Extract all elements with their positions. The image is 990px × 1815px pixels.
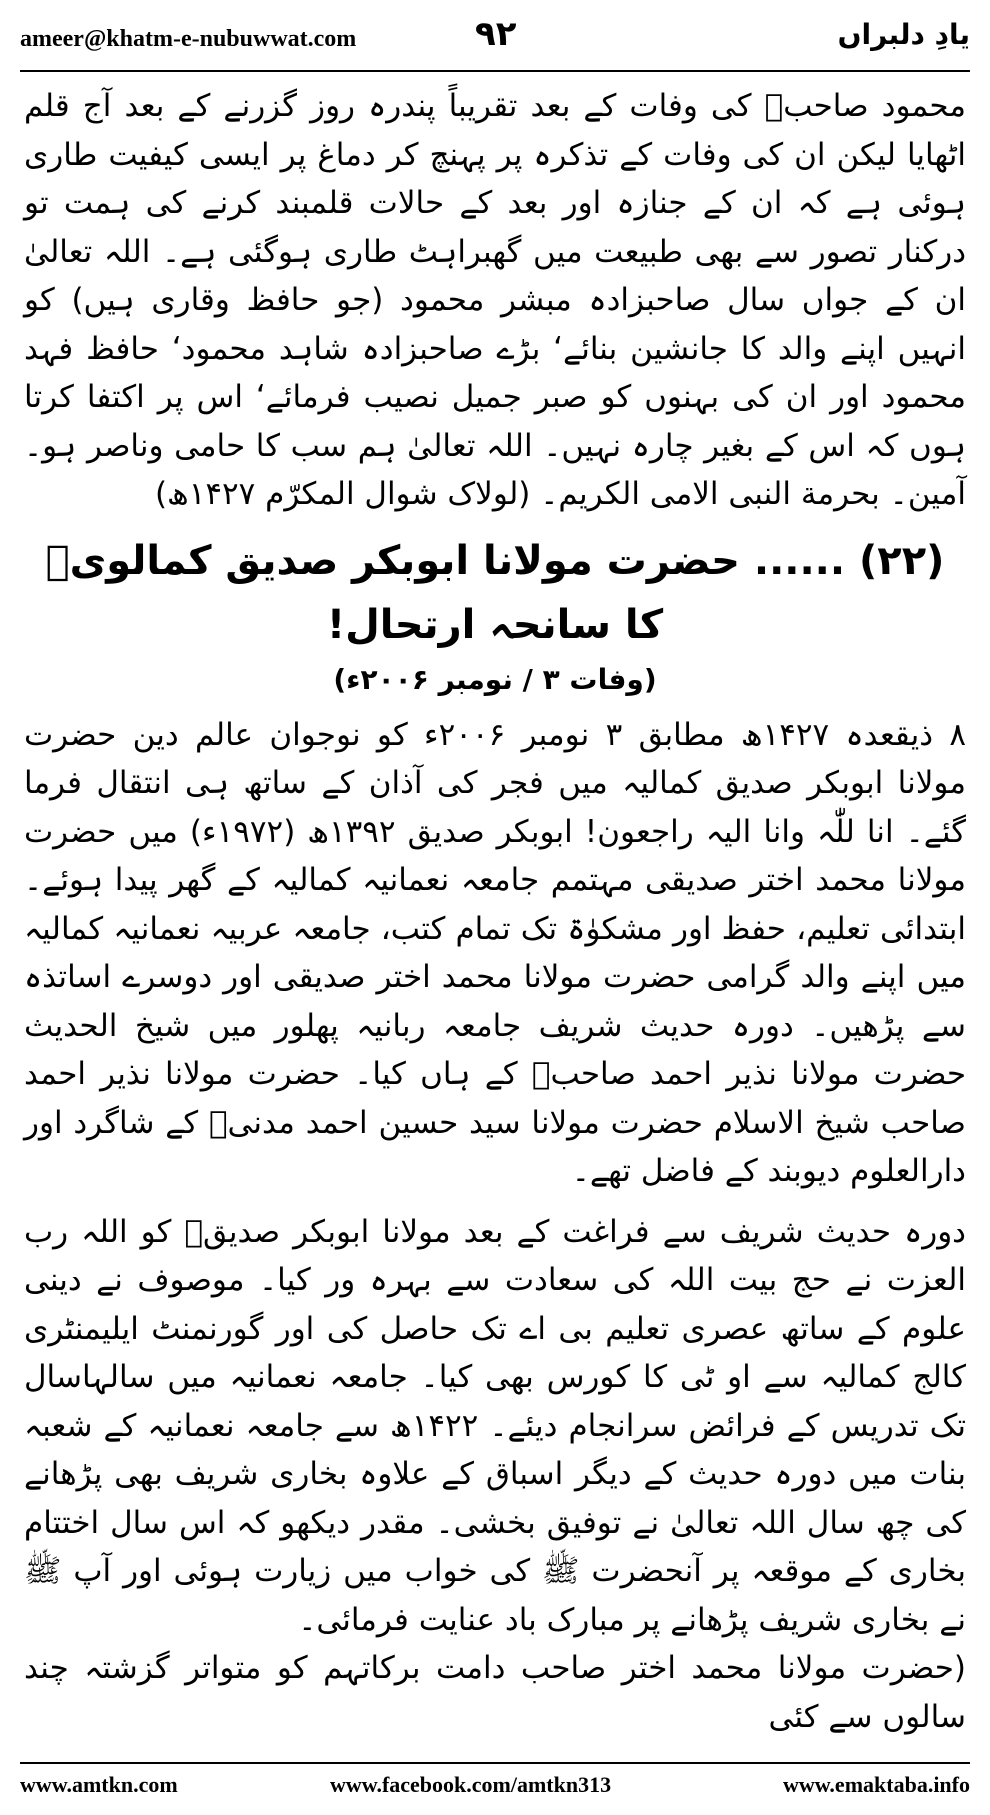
section-subheading: (وفات ۳ / نومبر ۲۰۰۶ء)	[333, 662, 657, 696]
paragraph-2: ۸ ذیقعدہ ۱۴۲۷ھ مطابق ۳ نومبر ۲۰۰۶ء کو نوجوان عالم دین حضرت مولانا ابوبکر صدیق کمالیہ میں فجر کی آذان کے ساتھ ہی انتقال فرما گئے۔ انا للّٰہ وانا الیہ راجعون! ابوبکر صدیق ۱۳۹۲ھ (۱۹۷۲ء) میں حضرت مولانا محمد اختر صدیقی مہتمم جامعہ نعمانیہ کمالیہ کے گھر پیدا ہوئے۔ ابتدائی تعلیم، حفظ اور مشکوٰۃ تک تمام کتب، جامعہ عربیہ نعمانیہ کمالیہ میں اپنے والد گرامی حضرت مولانا محمد اختر صدیقی اور دوسرے اساتذہ سے پڑھیں۔ دورہ حدیث شریف جامعہ ربانیہ پھلور میں شیخ الحدیث حضرت مولانا نذیر احمد صاحبؒ کے ہاں کیا۔ حضرت مولانا نذیر احمد صاحب شیخ الاسلام حضرت مولانا سید حسین احمد مدنیؒ کے شاگرد اور دارالعلوم دیوبند کے فاضل تھے۔	[24, 716, 967, 1189]
page-body	[24, 82, 966, 1741]
section-heading: (۲۲) ...... حضرت مولانا ابوبکر صدیق کمالویؒ کا سانحہ ارتحال!	[45, 537, 945, 648]
paragraph-1: محمود صاحبؒ کی وفات کے بعد تقریباً پندرہ روز گزرنے کے بعد آج قلم اٹھایا لیکن ان کی وفات کے تذکرہ پر پہنچ کر دماغ پر ایسی کیفیت طاری ہوئی ہے کہ ان کے جنازہ اور بعد کے حالات قلمبند کرنے کی ہمت تو درکنار تصور سے بھی طبیعت میں گھبراہٹ طاری ہوگئی ہے۔ اللہ تعالیٰ ان کے جواں سال صاحبزادہ مبشر محمود (جو حافظ وقاری ہیں) کو انہیں اپنے والد کا جانشین بنائے‘ بڑے صاحبزادہ شاہد محمود‘ حافظ فہد محمود اور ان کی بہنوں کو صبر جمیل نصیب فرمائے‘ اس پر اکتفا کرتا ہوں کہ اس کے بغیر چارہ نہیں۔ اللہ تعالیٰ ہم سب کا حامی وناصر ہو۔ آمین۔ بحرمة النبی الامی الکریم۔ (لولاک شوال المکرّم ۱۴۲۷ھ)	[24, 88, 966, 512]
paragraph-3: دورہ حدیث شریف سے فراغت کے بعد مولانا ابوبکر صدیقؒ کو اللہ رب العزت نے حج بیت اللہ کی سعادت سے بہرہ ور کیا۔ موصوف نے دینی علوم کے ساتھ عصری تعلیم بی اے تک حاصل کی اور گورنمنٹ ایلیمنٹری کالج کمالیہ سے او ٹی کا کورس بھی کیا۔ جامعہ نعمانیہ میں سالہاسال تک تدریس کے فرائض سرانجام دیئے۔ ۱۴۲۲ھ سے جامعہ نعمانیہ کے شعبہ بنات میں دورہ حدیث کے دیگر اسباق کے علاوہ بخاری شریف بھی پڑھانے کی چھ سال اللہ تعالیٰ نے توفیق بخشی۔ مقدر دیکھو کہ اس سال اختتام بخاری کے موقعہ پر آنحضرت ﷺ کی خواب میں زیارت ہوئی اور آپ ﷺ نے بخاری شریف پڑھانے پر مبارک باد عنایت فرمائی۔	[24, 1213, 966, 1638]
page-header	[20, 14, 970, 64]
page-footer	[20, 1772, 970, 1802]
book-title: یادِ دلبراں	[837, 18, 970, 51]
footer-link-emaktaba[interactable]: www.emaktaba.info	[782, 1772, 970, 1797]
footer-link-amtkn[interactable]: www.amtkn.com	[20, 1772, 178, 1797]
header-email: ameer@khatm-e-nubuwwat.com	[20, 26, 357, 52]
footer-divider	[20, 1762, 970, 1764]
header-divider	[20, 70, 970, 72]
page-number: ۹۲	[475, 14, 517, 54]
footer-link-facebook[interactable]: www.facebook.com/amtkn313	[330, 1772, 612, 1797]
paragraph-4: (حضرت مولانا محمد اختر صاحب دامت برکاتہم کو متواتر گزشتہ چند سالوں سے کئی	[24, 1650, 966, 1735]
